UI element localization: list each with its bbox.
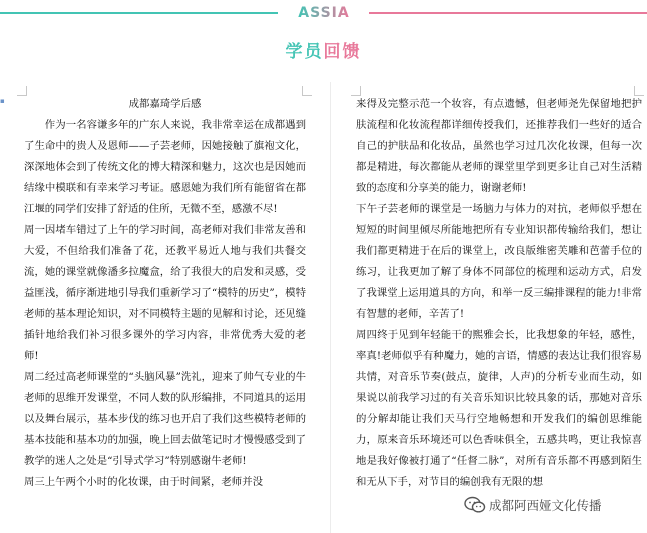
header-line-right bbox=[369, 12, 647, 14]
paragraph: 作为一名容谦多年的广东人来说，我非常幸运在成都遇到了生命中的贵人及恩师——子芸老师，因她接触了旗袍文化，深深地体会到了传统文化的博大精深和魅力，这次也是因她而结缘中模联和有幸来学习考证。感恩她为我们所有能留省在都江堰的同学们安排了舒适的住所，无微不至，感激不尽! bbox=[24, 119, 306, 215]
title-part-1: 学员 bbox=[285, 42, 324, 62]
document-page-right bbox=[348, 82, 647, 533]
paragraph: 周二经过高老师课堂的“头脑风暴”洗礼，迎来了帅气专业的牛老师的思维开发课堂，不同人数的队形编排，不同道具的运用以及舞台展示，基本步伐的练习也开启了我们这些模特老师的基本技能和基本功的加强，晚上回去做笔记时才慢慢感受到了教学的迷人之处是“引导式学习”特别感谢牛老师! bbox=[24, 371, 306, 467]
wechat-icon bbox=[464, 496, 486, 514]
paragraph: 来得及完整示范一个妆容，有点遗憾，但老师尧先保留地把护肤流程和化妆流程都详细传授我们，还推荐我们一些好的适合自己的护肤品和化妆品，虽然也学习过几次化妆课，但每一次都是精进，每次都能从老师的课堂里学到更多让自己对生活精致的态度和分享美的能力，谢谢老师! bbox=[356, 98, 642, 194]
logo-text: ASSIA bbox=[298, 5, 350, 21]
document-heading: 成都嘉琦学后感 bbox=[128, 98, 202, 110]
watermark bbox=[464, 492, 602, 518]
page-marker-icon: ▪ bbox=[0, 97, 5, 105]
paragraph: 周三上午两个小时的化妆课，由于时间紧，老师并没 bbox=[24, 476, 263, 488]
paragraph: 周四终于见到年轻能干的熙雅会长，比我想象的年轻，感性，率真!老师似乎有种魔力，她的言语，情感的表达让我们很容易共情，对音乐节奏(鼓点，旋律，人声)的分析专业而生动，如果说以前我学习过的有关音乐知识比较具象的话，那她对音乐的分解却能让我们天马行空地畅想和开发我们的编创思维能力，原来音乐环境还可以色香味俱全，五感共鸣，更让我惊喜地是我好像被打通了“任督二脉”，对所有音乐都不再感到陌生和无从下手，对节目的编创我有无限的想 bbox=[356, 329, 642, 488]
document-page-left bbox=[14, 82, 315, 533]
paragraph: 下午子芸老师的课堂是一场脑力与体力的对抗，老师似乎想在短短的时间里倾尽所能地把所有专业知识都传输给我们，想让我们都更精进于在后的课堂上，改良版维密芙雕和芭蕾手位的练习，让我更加了解了身体不同部位的梳理和运动方式，启发了我课堂上运用道具的方向，和举一反三编排课程的能力!非常有智慧的老师，辛苦了! bbox=[356, 203, 642, 320]
header-line-left bbox=[0, 12, 278, 14]
page-separator bbox=[330, 82, 331, 533]
paragraph: 周一因堵车错过了上午的学习时间，高老师对我们非常友善和大爱，不但给我们准备了花，还教平易近人地与我们共餐交流，她的课堂就像潘多拉魔盒，给了我很大的启发和灵感，受益匪浅，循序渐进地引导我们重新学习了“模特的历史”，模特老师的基本理论知识，对不同模特主题的见解和讨论，还见缝插针地给我们补习很多课外的学习内容，非常优秀大爱的老师! bbox=[24, 224, 306, 362]
left-page-content bbox=[24, 94, 306, 493]
page-title bbox=[0, 37, 647, 62]
assia-logo bbox=[288, 3, 360, 21]
watermark-text: 成都阿西娅文化传播 bbox=[489, 498, 602, 513]
header-bar bbox=[0, 0, 647, 60]
right-page-content bbox=[356, 94, 642, 493]
title-part-2: 回馈 bbox=[323, 42, 362, 62]
